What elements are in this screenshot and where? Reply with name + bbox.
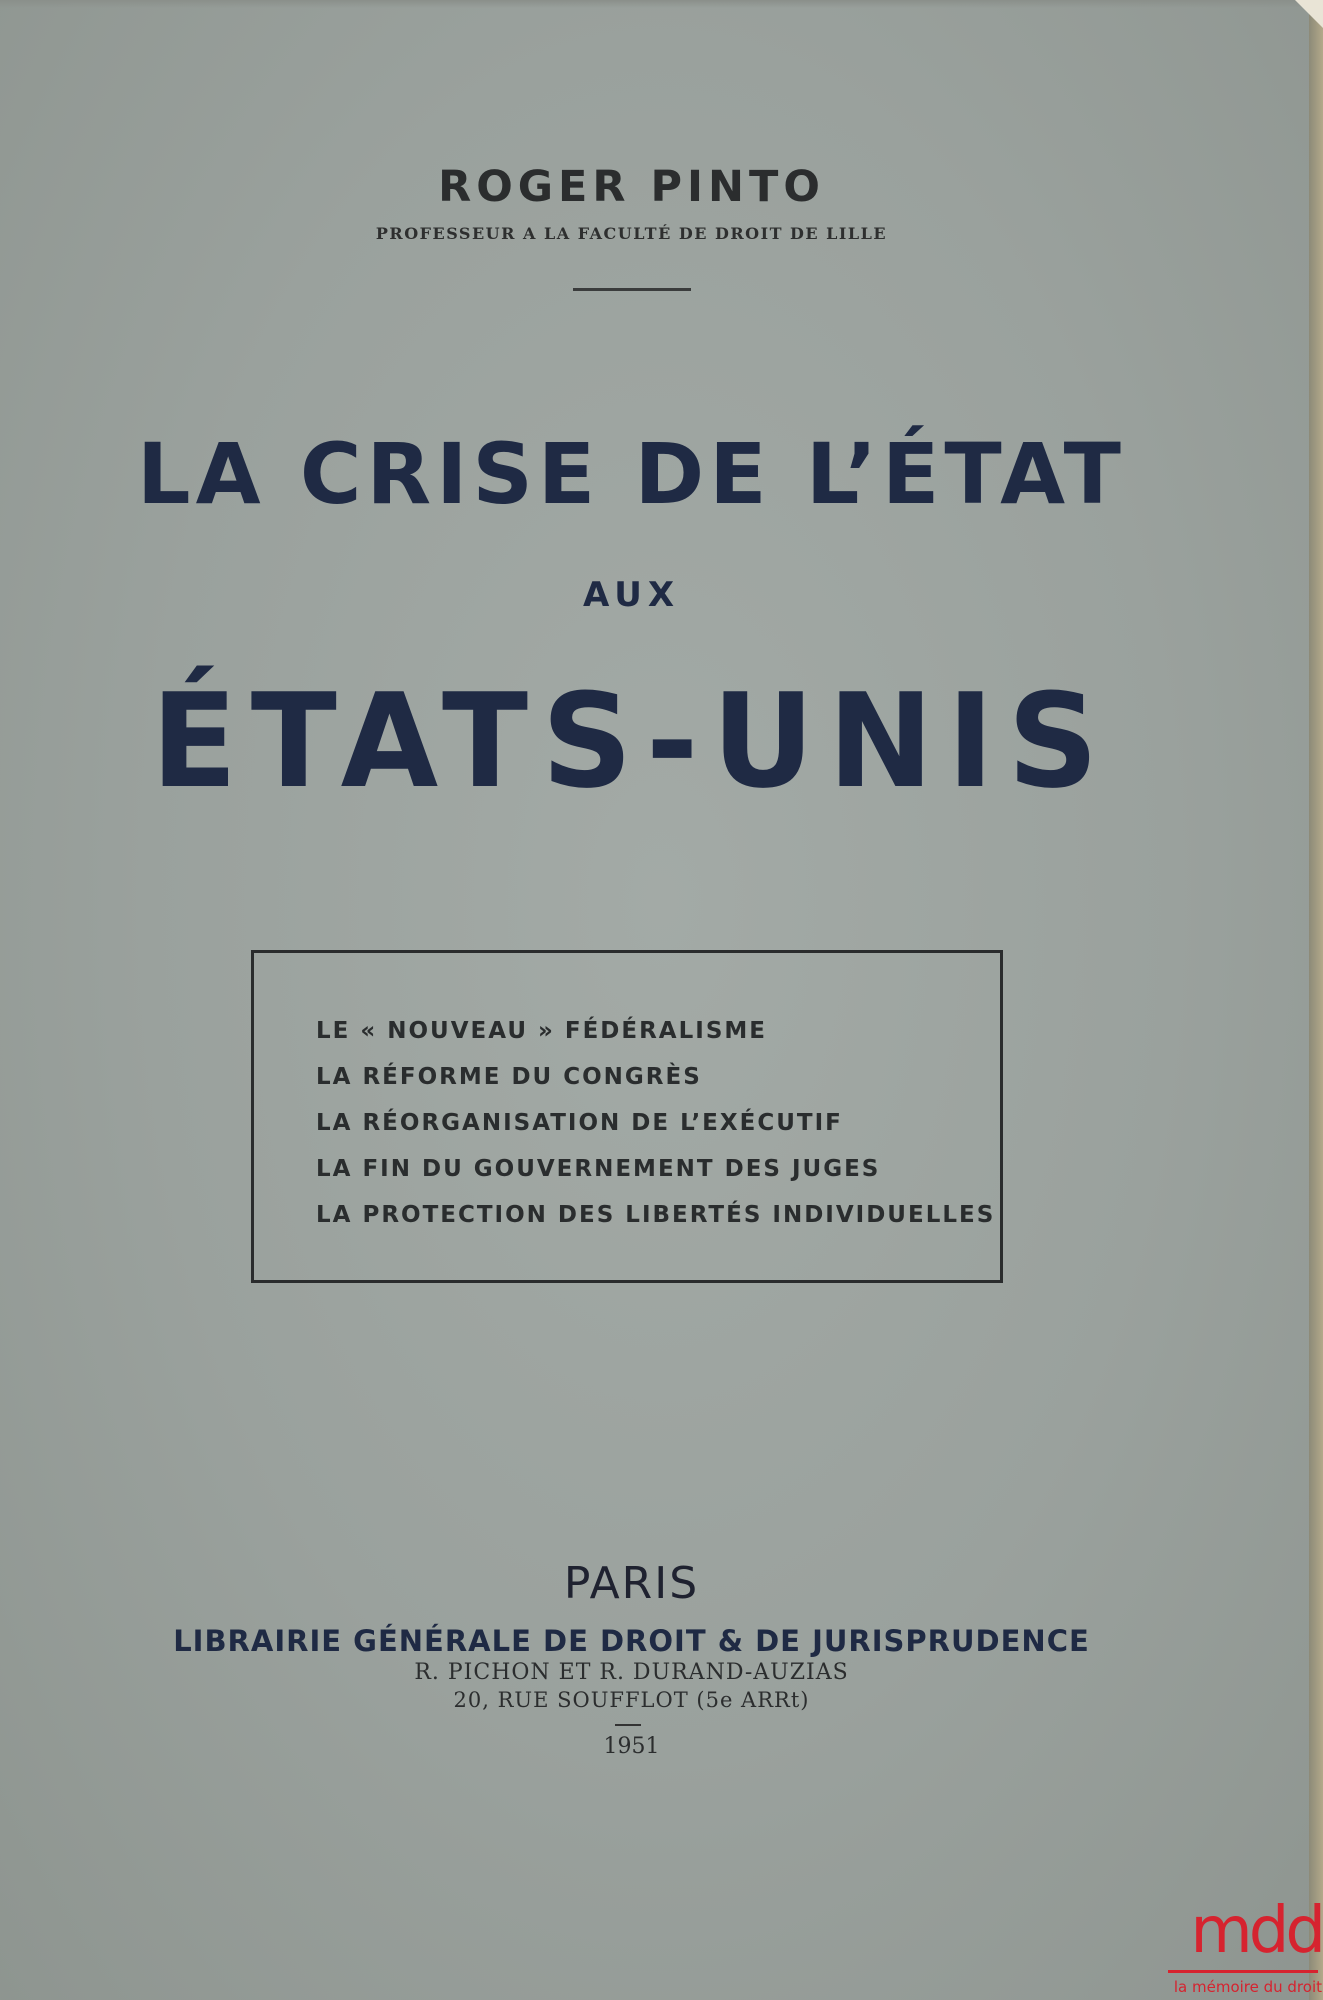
title-line-1: LA CRISE DE L’ÉTAT xyxy=(137,425,1126,523)
divider-rule xyxy=(573,288,691,291)
mdd-logo-rule xyxy=(1168,1970,1318,1973)
contents-list xyxy=(316,1008,995,1238)
corner-tear xyxy=(1295,0,1323,28)
publisher-proprietors: R. PICHON ET R. DURAND-AUZIAS xyxy=(414,1660,849,1685)
publisher-name: LIBRAIRIE GÉNÉRALE DE DROIT & DE JURISPRUDENCE xyxy=(173,1624,1090,1658)
contents-item: LA RÉORGANISATION DE L’EXÉCUTIF xyxy=(316,1110,843,1136)
paper-edge-top xyxy=(0,0,1323,8)
mdd-logo-tagline: la mémoire du droit xyxy=(1173,1978,1322,1996)
year-rule xyxy=(615,1724,641,1726)
contents-item: LA PROTECTION DES LIBERTÉS INDIVIDUELLES xyxy=(316,1202,996,1228)
publication-year: 1951 xyxy=(603,1734,660,1759)
title-line-3: ÉTATS-UNIS xyxy=(151,665,1112,817)
contents-item: LE « NOUVEAU » FÉDÉRALISME xyxy=(316,1018,767,1044)
contents-item: LA FIN DU GOUVERNEMENT DES JUGES xyxy=(316,1156,881,1182)
contents-item: LA RÉFORME DU CONGRÈS xyxy=(316,1064,702,1090)
author-name: ROGER PINTO xyxy=(438,162,825,212)
author-affiliation: PROFESSEUR A LA FACULTÉ DE DROIT DE LILLE xyxy=(375,224,888,243)
mdd-logo-mark: mdd xyxy=(1190,1894,1322,1968)
publisher-address: 20, RUE SOUFFLOT (5e ARRt) xyxy=(453,1688,810,1712)
title-line-2: AUX xyxy=(582,575,681,615)
mdd-logo xyxy=(1162,1896,1322,2000)
publication-city: PARIS xyxy=(563,1558,700,1609)
paper-edge-right xyxy=(1309,0,1323,2000)
